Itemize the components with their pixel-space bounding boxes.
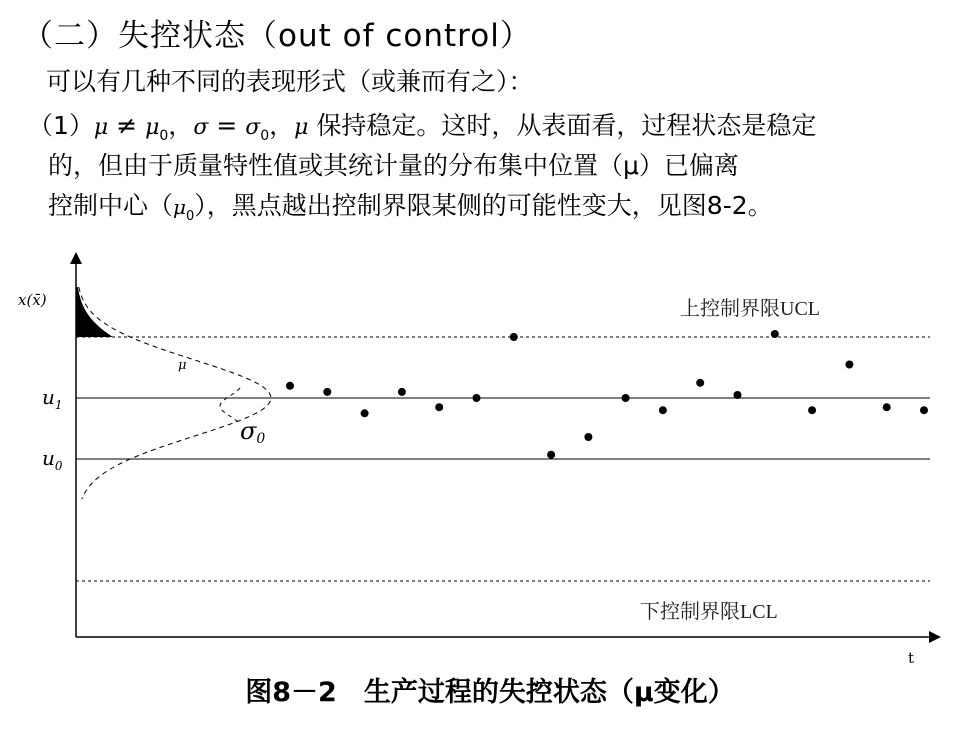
distribution-tail xyxy=(76,287,113,337)
data-point-13 xyxy=(734,391,742,399)
mu-label: μ xyxy=(178,358,187,373)
data-point-3 xyxy=(361,409,369,417)
data-point-17 xyxy=(883,403,891,411)
item1-number: （1） xyxy=(28,111,94,140)
line3-mu-sub: 0 xyxy=(186,209,195,224)
cond-sigma0-sub: 0 xyxy=(260,128,270,144)
cond-eq: = xyxy=(208,111,246,140)
cond-mu0-sub: 0 xyxy=(159,128,169,144)
cond-sep2: ， xyxy=(269,111,295,140)
data-point-10 xyxy=(622,394,630,402)
figure-caption: 图8－2 生产过程的失控状态（μ变化） xyxy=(245,677,735,708)
data-point-1 xyxy=(286,382,294,390)
data-point-8 xyxy=(547,451,555,459)
ucl-label: 上控制界限UCL xyxy=(680,298,820,320)
sigma-curve xyxy=(220,388,240,422)
data-point-11 xyxy=(659,406,667,414)
data-point-4 xyxy=(398,388,406,396)
data-point-18 xyxy=(920,406,928,414)
cond-sigma: σ xyxy=(193,115,209,140)
u1-label xyxy=(42,385,63,412)
data-point-9 xyxy=(584,433,592,441)
data-point-16 xyxy=(845,361,853,369)
item1-line3-b: ），黑点越出控制界限某侧的可能性变大，见图8-2。 xyxy=(194,191,773,220)
u0-label xyxy=(42,446,63,473)
cond-sigma0: σ xyxy=(245,115,261,140)
lcl-label: 下控制界限LCL xyxy=(640,601,778,623)
data-point-5 xyxy=(435,403,443,411)
x-axis-label: t xyxy=(908,649,915,665)
y-axis-label: x(x̄) xyxy=(18,291,47,309)
item1-line3 xyxy=(48,186,773,224)
intro-text: 可以有几种不同的表现形式（或兼而有之）： xyxy=(46,67,534,96)
data-point-12 xyxy=(696,379,704,387)
item1-line1 xyxy=(28,106,816,144)
item1-line3-a: 控制中心（ xyxy=(48,191,174,220)
cond-sep1: ， xyxy=(168,111,194,140)
distribution-curve xyxy=(79,287,271,499)
control-chart xyxy=(0,245,980,665)
cond-mu: μ xyxy=(93,115,109,140)
svg-text:u1: $u_1$ xyxy=(42,385,63,412)
section-heading: （二）失控状态（out of control） xyxy=(22,18,532,54)
data-point-15 xyxy=(808,406,816,414)
data-point-7 xyxy=(510,333,518,341)
data-points xyxy=(286,330,928,459)
item1-line2: 的，但由于质量特性值或其统计量的分布集中位置（μ）已偏离 xyxy=(48,151,739,180)
sigma-label: σ0 xyxy=(240,417,266,447)
item1-text-line1: 保持稳定。这时，从表面看，过程状态是稳定 xyxy=(308,111,817,140)
cond-mu2: μ xyxy=(294,115,309,140)
cond-mu0: μ xyxy=(145,115,160,140)
cond-neq: ≠ xyxy=(108,111,146,140)
data-point-14 xyxy=(771,330,779,338)
data-point-6 xyxy=(473,394,481,402)
data-point-2 xyxy=(323,388,331,396)
line3-mu: μ xyxy=(173,195,187,219)
svg-text:u0: $u_0$ xyxy=(42,446,63,473)
